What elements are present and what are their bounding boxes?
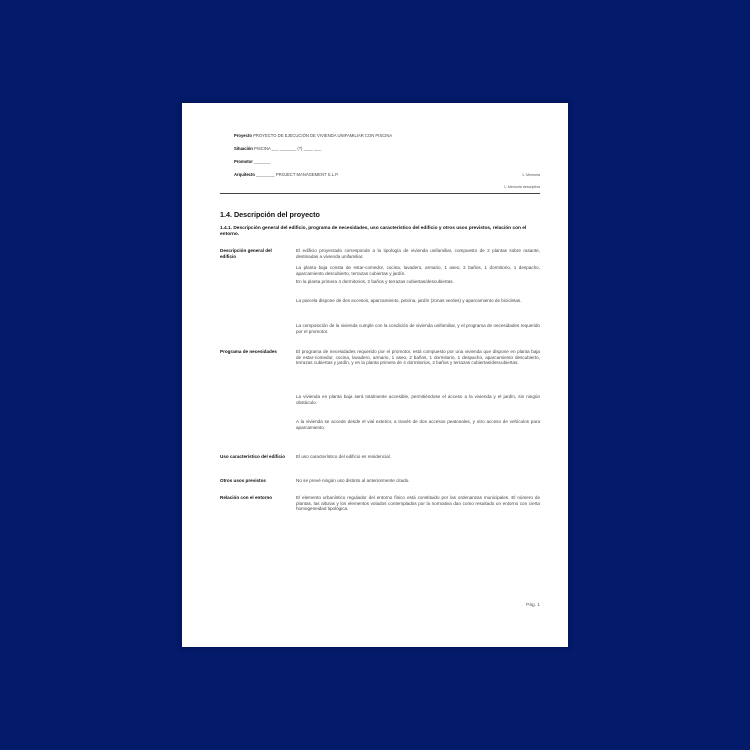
- header-promotor-value: _______: [254, 159, 271, 164]
- header-arquitecto-value: ________ PROJECT MANAGEMENT S.L.P.: [256, 172, 339, 177]
- header-promotor-label: Promotor: [234, 159, 253, 164]
- row-label-uso: Uso característico del edificio: [220, 454, 286, 459]
- document-page: [182, 103, 568, 647]
- row-text-descripcion-3: En la planta primera 4 dormitorios, 2 baños y terrazas cubiertas/descubiertas.: [296, 279, 454, 284]
- section-title: 1.4. Descripción del proyecto: [220, 210, 320, 219]
- header-right-memoria: 1. Memoria: [522, 173, 540, 177]
- header-rule: [220, 193, 540, 194]
- header-situacion-value: PISCINA ___ _______ (?) ____ ___: [254, 146, 322, 151]
- row-text-descripcion-5: La composición de la vivienda cumple con la condición de vivienda unifamiliar, y el programa de necesidades requerido por el promotor.: [296, 323, 540, 334]
- header-situacion: [234, 146, 321, 151]
- section-subtitle: 1.4.1. Descripción general del edificio, programa de necesidades, uso característico del edificio y otros usos previstos, relación con el entorno.: [220, 226, 527, 237]
- header-situacion-label: Situación: [234, 146, 253, 151]
- row-label-entorno: Relación con el entorno: [220, 495, 273, 500]
- row-text-programa-3: A la vivienda se accede desde el vial exterior, a través de dos accesos peatonales, y otro acceso de vehículos para aparcamiento.: [296, 419, 540, 430]
- row-label-otros-usos: Otros usos previstos: [220, 478, 266, 483]
- row-text-programa-2: La vivienda en planta baja será totalmente accesible, permitiéndose el acceso a la vivienda y el jardín, sin ningún obstáculo.: [296, 394, 540, 405]
- row-text-programa-1: El programa de necesidades requerido por el promotor, está compuesto por una vivienda que dispone en planta baja de estar-comedor, cocina, lavadero, armario, 1 aseo, 2 baños, 1 dormitorio, 1 despacho, aparcamiento descubierto, terrazas cubiertas y jardín, y en la planta primera de 4 dormitorios, 2 baños y terrazas cubiertas/descubiertas.: [296, 349, 540, 366]
- row-text-descripcion-2: La planta baja consta de estar-comedor, cocina, lavadero, armario, 1 aseo, 2 baños, 1 dormitorio, 1 despacho, aparcamiento descubierto, terrazas cubiertas y jardín.: [296, 265, 540, 276]
- header-proyecto-label: Proyecto: [234, 133, 252, 138]
- header-promotor: [234, 159, 270, 164]
- row-text-entorno: El elemento urbanístico regulador del entorno físico está constituido por las ordenanzas municipales. El número de plantas, las alturas y los elementos volados contemplados por la normativa dan como resultado un entorno con cierta homogeneidad tipológica.: [296, 495, 540, 512]
- row-label-descripcion: Descripción general del edificio: [220, 248, 272, 259]
- header-proyecto: [234, 133, 392, 138]
- header-right-memoria-descriptiva: 1. Memoria descriptiva: [503, 185, 540, 189]
- row-label-programa: Programa de necesidades: [220, 349, 277, 354]
- row-text-descripcion-1: El edificio proyectado corresponde a la tipología de vivienda unifamiliar, compuesto de 2 plantas sobre rasante, destinadas a vivienda unifamiliar.: [296, 248, 540, 259]
- row-text-uso: El uso característico del edificio es residencial.: [296, 454, 391, 459]
- header-arquitecto: [234, 172, 339, 177]
- header-arquitecto-label: Arquitecto: [234, 172, 255, 177]
- header-proyecto-value: PROYECTO DE EJECUCIÓN DE VIVIENDA UNIFAMILIAR CON PISCINA: [253, 133, 393, 138]
- row-text-otros-usos: No se prevé ningún uso distinto al anteriormente citado.: [296, 478, 410, 483]
- page-number: Pág. 1: [526, 603, 540, 608]
- row-text-descripcion-4: La parcela dispone de dos accesos, aparcamiento, piscina, jardín (zonas verdes) y aparcamiento de bicicletas.: [296, 298, 522, 303]
